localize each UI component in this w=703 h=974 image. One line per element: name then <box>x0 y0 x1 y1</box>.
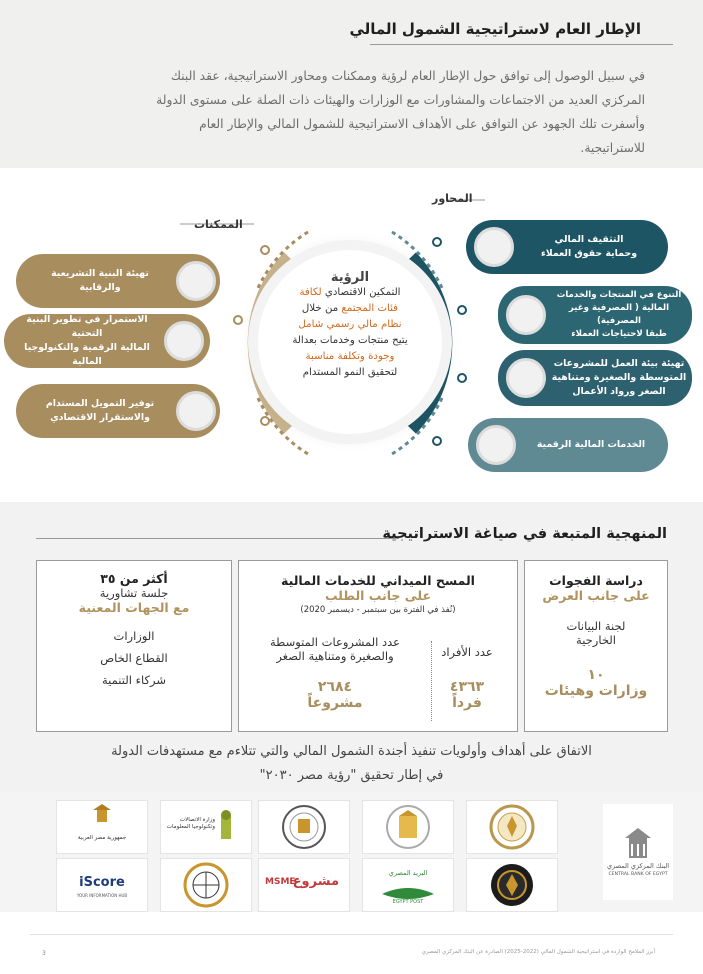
page-number: 3 <box>42 950 46 957</box>
ict-ministry-text: وزارة الاتصالات وتكنولوجيا المعلومات <box>166 817 215 830</box>
logo-egypt-republic <box>56 800 148 854</box>
gaps-item: لجنة البيانات <box>566 619 626 633</box>
vision-line: لتحقيق النمو المستدام <box>302 367 398 378</box>
partners-logos <box>0 792 703 912</box>
footer-divider <box>30 934 673 935</box>
enabler-line: المالية الرقمية والتكنولوجيا المالية <box>24 342 150 367</box>
logo-egypt-post <box>362 858 454 912</box>
survey-enterprises-unit: مشروعاً <box>307 695 363 711</box>
pillars-label: المحاور <box>432 192 473 205</box>
cbe-name-en: CENTRAL BANK OF EGYPT <box>608 872 668 877</box>
gaps-title: دراسة الفجوات <box>549 573 643 588</box>
enabler-line: تهيئة البنية التشريعية <box>51 268 149 279</box>
title-divider <box>370 44 673 45</box>
gaps-item: الخارجية <box>576 633 616 647</box>
pillar-text <box>522 233 656 261</box>
pillar-line: التنوع في المنتجات والخدمات <box>556 290 682 300</box>
methodology-conclusion: الاتفاق على أهداف وأولويات تنفيذ أجندة الشمول المالي والتي تتلاءم مع مستهدفات الدولة <box>111 744 592 759</box>
enabler-bullet <box>176 391 216 431</box>
vision-line <box>258 301 442 317</box>
connector-dot <box>433 437 441 445</box>
intro-section <box>0 0 703 168</box>
pillar-product-diversity <box>498 286 692 344</box>
gaps-count-label: وزارات وهيئات <box>544 683 648 699</box>
methodology-section <box>0 502 703 792</box>
enabler-text <box>30 397 170 425</box>
vision-line <box>258 317 442 333</box>
connector-dot <box>433 238 441 246</box>
pillar-line: تهيئة بيئة العمل للمشروعات <box>553 358 685 369</box>
cbe-name-ar: البنك المركزي المصري <box>606 862 670 870</box>
gaps-count: ١٠ <box>587 667 605 683</box>
egypt-post-en: EGYPT POST <box>392 899 424 905</box>
egypt-eagle-icon <box>87 804 117 830</box>
eagle-seal-icon <box>385 804 431 850</box>
survey-col-label: عدد الأفراد <box>441 645 493 659</box>
logo-seal-round <box>160 858 252 912</box>
gaps-subtitle: على جانب العرض <box>542 588 650 603</box>
pillar-line: الصغر ورواد الأعمال <box>572 386 666 397</box>
survey-col-label: عدد المشروعات المتوسطة <box>269 635 401 649</box>
pillar-bullet <box>474 227 514 267</box>
vision-circle <box>258 250 442 434</box>
methodology-title: المنهجية المتبعة في صياغة الاستراتيجية <box>382 526 667 542</box>
pillar-financial-literacy <box>466 220 668 274</box>
footer-note: أبرز الملامح الواردة في استراتيجية الشمول المالي (2022-2025) الصادرة عن البنك المركزي المصري <box>421 949 655 955</box>
pillar-bullet <box>506 358 546 398</box>
pillar-line: طبقا لاحتياجات العملاء <box>571 329 667 339</box>
survey-individuals-value: ٤٣٦٣ <box>449 679 485 695</box>
enabler-text <box>30 267 170 295</box>
cbe-emblem-icon <box>603 804 673 900</box>
connector-dot <box>234 316 242 324</box>
methodology-conclusion: في إطار تحقيق "رؤية مصر ٢٠٣٠" <box>259 768 444 783</box>
logo-seal-gold <box>466 858 558 912</box>
enabler-line: توفير التمويل المستدام <box>45 398 155 409</box>
vision-accent: لكافة <box>299 287 322 298</box>
vision-accent: رسمي شامل <box>298 319 358 330</box>
pillar-text <box>550 357 688 399</box>
vision-line: يتيح منتجات وخدمات بعدالة <box>292 335 408 346</box>
iscore-tagline: YOUR INFORMATION HUB <box>76 893 128 898</box>
field-survey-box <box>238 560 518 732</box>
pillar-line: المالية ( المصرفية وغير المصرفية) <box>568 303 670 326</box>
enabler-sustainable-finance <box>16 384 220 438</box>
vision-title: الرؤية <box>330 270 370 285</box>
msme-label: MSME <box>265 877 296 887</box>
logo-msmeda <box>258 858 350 912</box>
survey-individuals <box>429 645 505 711</box>
intro-line: للاستراتيجية. <box>580 141 645 155</box>
enabler-digital-infrastructure <box>4 314 210 368</box>
consult-subtitle2: مع الجهات المعنية <box>78 600 190 615</box>
pillar-line: الخدمات المالية الرقمية <box>536 439 646 450</box>
consult-item: القطاع الخاص <box>100 651 168 665</box>
enabler-line: والاستقرار الاقتصادي <box>50 412 150 423</box>
trade-ministry-seal-icon <box>281 804 327 850</box>
connector-dot <box>458 306 466 314</box>
ministry-seal-icon <box>489 804 535 850</box>
connector-dot <box>261 417 269 425</box>
section-title: الإطار العام لاستراتيجية الشمول المالي <box>349 20 641 38</box>
pillar-text <box>550 289 688 341</box>
vision-text: التمكين الاقتصادي <box>321 287 401 298</box>
survey-enterprises <box>247 635 423 711</box>
enabler-line: والرقابية <box>79 282 121 293</box>
enabler-text <box>12 313 162 369</box>
vision-accent: فئات المجتمع <box>341 303 399 314</box>
consult-subtitle: جلسة تشاورية <box>99 586 169 600</box>
logo-ict-ministry <box>160 800 252 854</box>
connector-dot <box>458 374 466 382</box>
msmeda-text: مشروع <box>292 874 339 889</box>
consult-item: شركاء التنمية <box>102 673 166 687</box>
enabler-line: الاستمرار في تطوير البنية التحتية <box>26 314 148 339</box>
intro-line: في سبيل الوصول إلى توافق حول الإطار العام لرؤية وممكنات ومحاور الاستراتيجية، عقد البنك <box>170 69 645 83</box>
pillar-line: المتوسطة والصغيرة ومتناهية <box>551 372 687 383</box>
pillar-bullet <box>506 295 546 335</box>
consult-title: أكثر من ٣٥ <box>100 571 168 586</box>
intro-line: وأسفرت تلك الجهود عن التوافق على الأهداف الاستراتيجية للشمول المالي والإطار العام <box>199 117 645 131</box>
logo-ministry-of-trade <box>258 800 350 854</box>
intro-paragraph <box>38 64 645 160</box>
pillar-sme-environment <box>498 350 692 406</box>
survey-period: (نُفذ في الفترة بين سبتمبر - ديسمبر 2020) <box>300 605 456 615</box>
pillar-bullet <box>476 425 516 465</box>
title-divider <box>36 538 399 539</box>
pillar-digital-services <box>468 418 668 472</box>
enablers-label: الممكنات <box>194 218 243 231</box>
survey-enterprises-value: ٢٦٨٤ <box>317 679 353 695</box>
cbe-logo <box>603 804 673 900</box>
consult-item: الوزارات <box>113 629 155 643</box>
pillar-line: التثقيف المالي <box>554 234 624 245</box>
connector-dot <box>261 246 269 254</box>
page-footer <box>0 912 703 974</box>
survey-subtitle: على جانب الطلب <box>324 588 432 603</box>
enabler-bullet <box>164 321 204 361</box>
gaps-study-box <box>524 560 668 732</box>
egypt-republic-text: جمهورية مصر العربية <box>77 835 127 841</box>
vision-accent: نظام مالي <box>357 319 402 330</box>
pillar-line: وحماية حقوق العملاء <box>540 248 638 259</box>
gold-seal-icon <box>489 862 535 908</box>
survey-title: المسح الميداني للخدمات المالية <box>281 573 475 588</box>
vision-text: من خلال <box>301 303 342 314</box>
survey-individuals-unit: فرداً <box>452 695 482 711</box>
intro-line: المركزي العديد من الاجتماعات والمشاورات مع الوزارات والهيئات ذات الصلة على مستوى الدولة <box>156 93 645 107</box>
egypt-post-ar: البريد المصري <box>388 869 428 877</box>
consultation-box <box>36 560 232 732</box>
enabler-bullet <box>176 261 216 301</box>
vision-line: وجودة وتكلفة مناسبة <box>305 351 395 362</box>
vision-line <box>258 285 442 301</box>
strategy-diagram <box>0 168 703 502</box>
pillar-text <box>524 438 658 452</box>
iscore-text: iScore <box>79 875 125 890</box>
survey-col-label: والصغيرة ومتناهية الصغر <box>276 649 394 663</box>
logo-ministry-seal-2 <box>362 800 454 854</box>
round-seal-icon <box>183 862 229 908</box>
logo-ministry-seal-1 <box>466 800 558 854</box>
enabler-legal-framework <box>16 254 220 308</box>
logo-iscore <box>56 858 148 912</box>
